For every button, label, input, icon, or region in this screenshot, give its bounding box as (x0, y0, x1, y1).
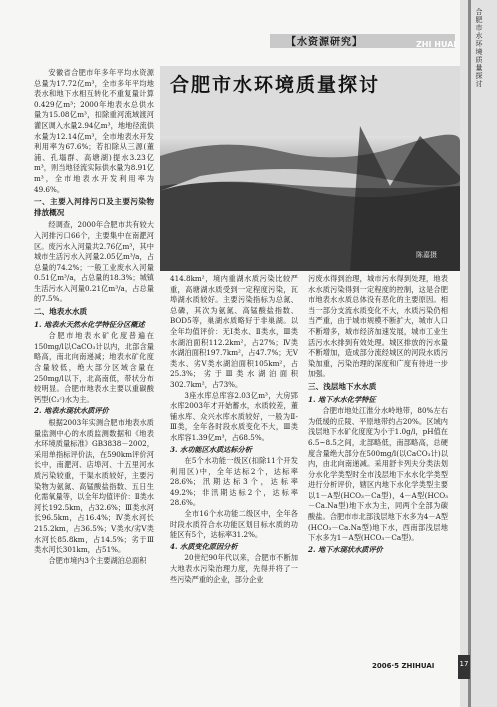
page-number: 17 (459, 660, 469, 668)
photo-credit: 陈嘉摄 (416, 251, 437, 259)
subsection-heading: 2. 地表水现状水质评价 (34, 406, 109, 416)
section-heading: 三、浅层地下水水质 (308, 381, 377, 391)
paragraph: 20世纪90年代以来，合肥市不断加大地表水污染治理力度，先得并将了一些污染严重的企业，部分企业 (170, 553, 298, 584)
paragraph: 3座水库总库容2.03亿m³，大房郢水库2003年才开始蓄水，水质较差，董铺水库、众兴水库水质较好，一般为Ⅱ-Ⅲ类，全年各时段水质变化不大，Ⅲ类水库容1.39亿m³，占68.5%。 (170, 390, 298, 442)
column-2 (170, 274, 298, 585)
section-heading: 一、主要入河排污口及主要污染物排放概况 (34, 197, 154, 217)
section-heading: 二、地表水水质 (34, 307, 88, 317)
subsection-heading: 2. 地下水现状水质评价 (308, 544, 383, 554)
paragraph: 污废水得到治理，城市污水得到处理，地表水水质污染得到一定程度的控制，这是合肥市地表水水质总体没有恶化的主要原因。相当一部分支流水质变化不大，水质污染仍相当严重，由于城市规模不断扩大，城市人口不断增多，城市经济加速发展，城市工业生活污水水排到有效处理。城区排放的污水量不断增加，造成部分流经城区的河段水质污染加重，污染治理的深度和广度有待进一步加强。 (308, 274, 448, 379)
magazine-brand: ZHI HUAI (416, 40, 457, 49)
section-tag: 【水资源研究】 (286, 37, 363, 48)
paragraph: 合肥市境内3个主要湖泊总面积 (48, 555, 147, 565)
paragraph: 经调查，2000年合肥市共有较大入河排污口66个，主要集中在南淝河区。废污水入河量共2.76亿m³，其中城市生活污水入河量2.05亿m³/a，占总量的74.2%；一般工业废水入河量0.51亿m³/a，占总量的18.3%；城镇生活污水入河量0.21亿m³/a，占总量的7.5%。 (34, 220, 154, 304)
column-3 (308, 274, 448, 556)
subsection-heading: 3. 水功能区水质达标分析 (170, 444, 252, 454)
side-rule (468, 0, 471, 707)
article-title: 合肥市水环境质量探讨 (170, 74, 381, 96)
paragraph: 合肥市地处江淮分水岭地带，80%左右为低缓的丘陵、平原地带约占20%。区域内浅层地下水矿化度度为小于1.0g/l，pH值在6.5~8.5之间，北部略低，南部略高，总硬度含量绝大部分在500mg/l(以CaCO₃计)以内，由北向南递减。采用舒卡列夫分类法划分水化学类型时全市浅层地下水水化学类型进行分析评价，辖区内地下水化学类型主要以1－A型(HCO₃－Ca型)，4－A型(HCO₃－Ca.Na型)地下水为主，同两个全部为碳酸盐。合肥市市北部浅层地下水多为4－A型(HCO₃－Ca.Na型)地下水，西南部浅层地下水多为1－A型(HCO₃－Ca型)。 (308, 406, 448, 543)
paragraph: 根据2003年实测合肥市地表水质量监测中心的水质监测数据和《地表水环境质量标准》GB3838－2002，采用单指标评价法，在590km评价河长中，南淝河、店埠河、十五里河水质污染较重，干渠水质较好，主要污染物为氨氮、高锰酸盐指数、五日生化需氧量等，以全年均值评价：Ⅱ类水河长192.5km，占32.6%；Ⅲ类水河长96.5km，占16.4%；Ⅳ类水河长215.2km，占36.5%；Ⅴ类水/劣Ⅴ类水河长85.8km，占14.5%；劣于Ⅲ类水河长301km，占51%。 (34, 418, 154, 555)
paragraph: 在5个水功能一级区(扣除11个开发利用区)中，全年达标2个，达标率28.6%；汛期达标3个，达标率49.2%；非汛期达标2个，达标率28.6%。 (170, 456, 298, 508)
paragraph: 安徽省合肥市年多年平均水资源总量为17.72亿m³，全市多年平均地表水和地下水相互转化不重复量计算0.429亿m³；2000年地表水总供水量为15.08亿m³，扣除重河流域渡河灌区调入水量2.94亿m³，地地径流供水量为12.14亿m³，全市地表水开发利用率为67.6%；若扣除从三源(董浦、孔塌群、高塘湖)提水3.23亿m³，则当地径流实际供水量为8.91亿m³，全市地表水开发利用率为49.6%。 (34, 68, 154, 194)
subsection-heading: 1. 地下水水化学特征 (308, 394, 376, 404)
paragraph: 合肥市地表水矿化度普遍在150mg/l以CaCO₃计以内，北部含量略高，南北向南递减；地表水矿化度含量较低，绝大部分区域含量在250mg/l以下，北高南低，带状分布较明显。合肥市地表水主要以重碳酸钙型(C₂ᶜ)水为主。 (34, 331, 154, 404)
page-footer: 2006·5 ZHIHUAI (372, 662, 435, 670)
paragraph: 414.8km²，境内重湖水质污染比较严重，高塘湖水质受到一定程度污染，瓦埠湖水质较好。主要污染指标为总氮、总磷，其次为氨氮、高锰酸盐指数、BOD5等，巢湖水质略好于非巢湖。以全年均值评价：无Ⅰ类水、Ⅱ类水，Ⅲ类水湖泊面积112.2km²，占27%；Ⅳ类水湖泊面积197.7km²，占47.7%；无Ⅴ类水、劣Ⅴ类水湖泊面积105km²，占25.3%；劣于Ⅲ类水湖泊面积302.7km²，占73%。 (170, 274, 298, 389)
paragraph: 全市16个水功能二级区中，全年各时段水质符合水功能区划目标水质的功能区有5个，达标率31.2%。 (170, 509, 298, 540)
side-strip (460, 0, 497, 707)
side-running-title: 合肥市水环境质量探讨 (475, 8, 483, 88)
column-1 (34, 68, 154, 566)
subsection-heading: 4. 水质变化原因分析 (170, 541, 238, 551)
subsection-heading: 1. 地表水天然水化学特征分区概述 (34, 319, 145, 329)
